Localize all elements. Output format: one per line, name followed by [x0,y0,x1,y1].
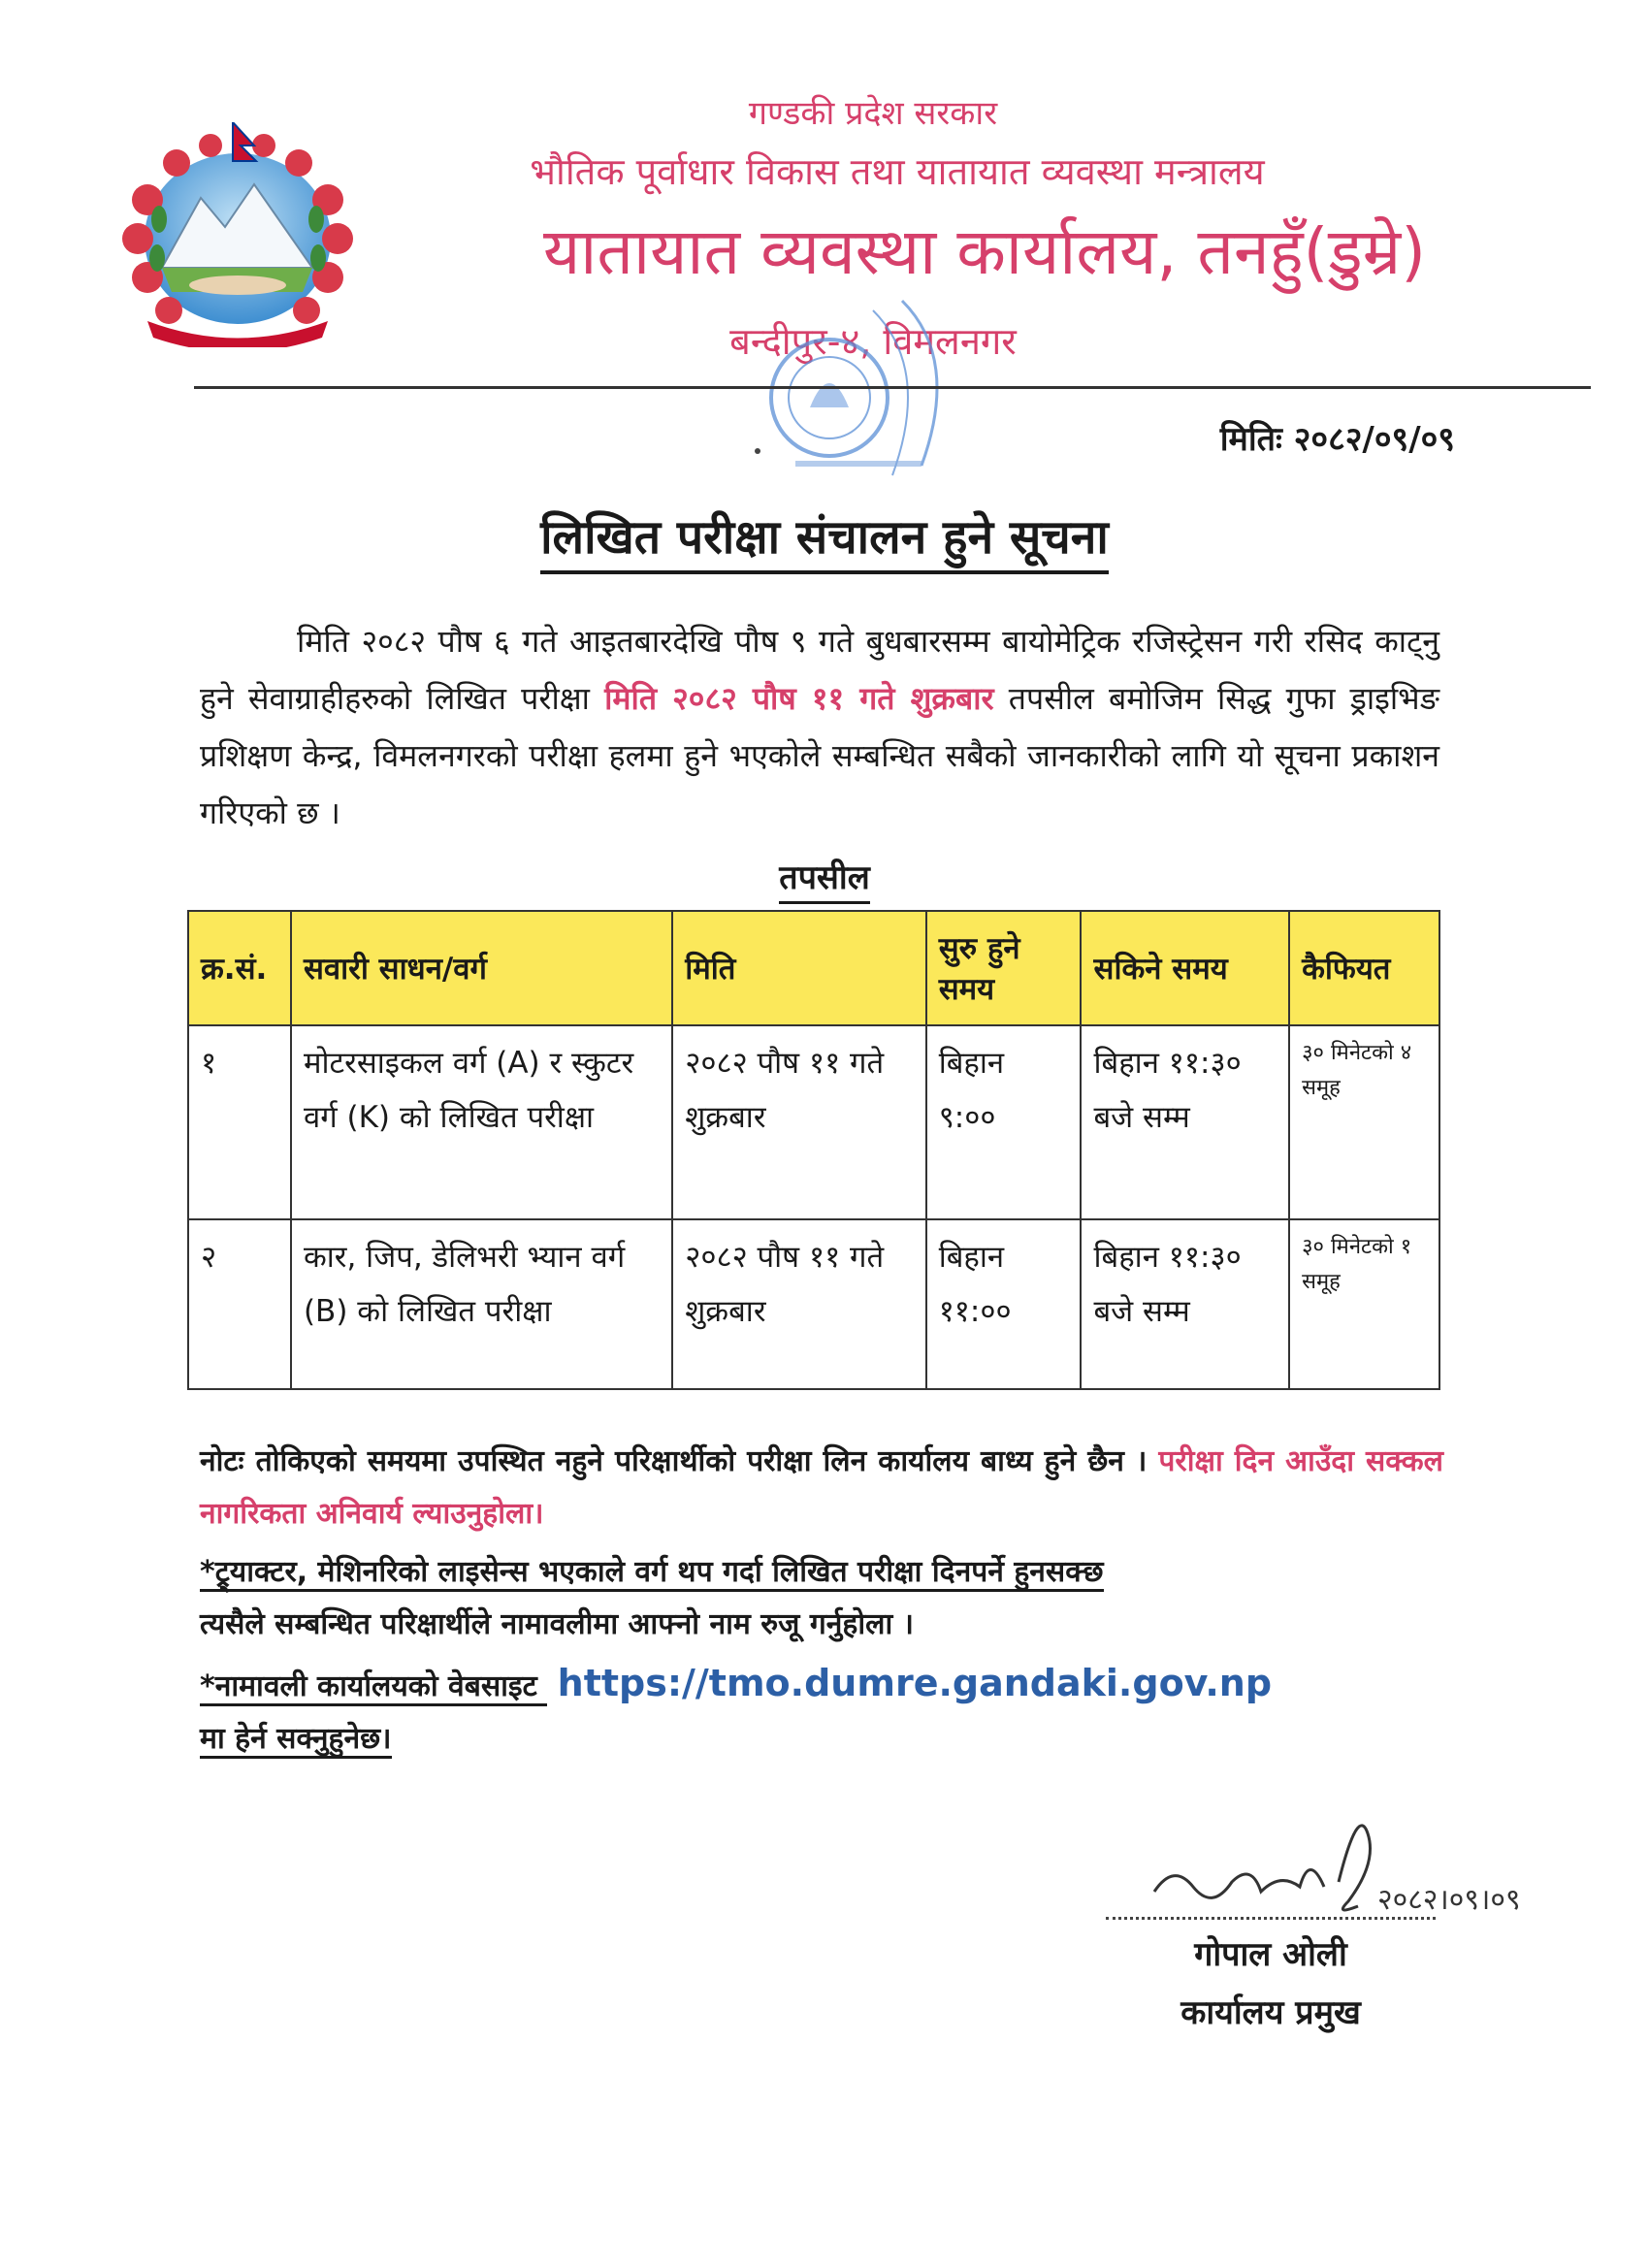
col-remark: कैफियत [1289,911,1439,1025]
col-start: सुरु हुने समय [926,911,1082,1025]
website-link[interactable]: https://tmo.dumre.gandaki.gov.np [557,1662,1273,1704]
table-header-row [188,911,1439,1025]
col-end: सकिने समय [1081,911,1289,1025]
row-vehicle: कार, जिप, डेलिभरी भ्यान वर्ग (B) को लिखित परीक्षा [291,1219,672,1389]
notice-title: लिखित परीक्षा संचालन हुने सूचना [0,504,1649,567]
svg-text:२०८२।०९।०९: २०८२।०९।०९ [1377,1883,1521,1917]
government-name: गण्डकी प्रदेश सरकार [748,94,998,133]
table-row [188,1219,1439,1389]
row-start: बिहान ११:०० [926,1219,1082,1389]
issue-date: मितिः २०८२/०९/०९ [1219,420,1455,459]
note-website: *नामावली कार्यालयको वेबसाइट https://tmo.dumre.gandaki.gov.np मा हेर्न सक्नुहुनेछ। [200,1657,1443,1766]
row-serial: १ [188,1025,291,1219]
scan-speck [755,448,760,454]
row-vehicle: मोटरसाइकल वर्ग (A) र स्कुटर वर्ग (K) को लिखित परीक्षा [291,1025,672,1219]
note-attendance: नोटः तोकिएको समयमा उपस्थित नहुने परिक्षार्थीको परीक्षा लिन कार्यालय बाध्य हुने छैन । परीक्षा दिन आउँदा सक्कल नागरिकता अनिवार्य ल्याउनुहोला। [200,1444,1444,1531]
note-tractor: *ट्र्याक्टर, मेशिनरिको लाइसेन्स भएकाले वर्ग थप गर्दा लिखित परीक्षा दिनपर्ने हुनसक्छ त्यसैले सम्बन्धित परिक्षार्थीले नामावलीमा आफ्नो नाम रुजू गर्नुहोला । [200,1555,1104,1641]
row-end: बिहान ११:३० बजे सम्म [1081,1219,1289,1389]
signatory-role: कार्यालय प्रमुख [1180,1993,1361,2032]
row-remark: ३० मिनेटको १ समूह [1289,1219,1439,1389]
note-citizenship-warning: परीक्षा दिन आउँदा सक्कल नागरिकता अनिवार्य ल्याउनुहोला। [200,1444,1444,1531]
notice-body: मिति २०८२ पौष ६ गते आइतबारदेखि पौष ९ गते बुधबारसम्म बायोमेट्रिक रजिस्ट्रेसन गरी रसिद काट्नु हुने सेवाग्राहीहरुको लिखित परीक्षा मिति २०८२ पौष ११ गते शुक्रबार तपसील बमोजिम सिद्ध गुफा ड्राइभिङ प्रशिक्षण केन्द्र, विमलनगरको परीक्षा हलमा हुने भएकोले सम्बन्धित सबैको जानकारीको लागि यो सूचना प्रकाशन गरिएको छ । [200,623,1440,831]
ministry-name: भौतिक पूर्वाधार विकास तथा यातायात व्यवस्था मन्त्रालय [530,150,1265,193]
row-date: २०८२ पौष ११ गते शुक्रबार [672,1219,925,1389]
col-date: मिति [672,911,925,1025]
signature-line [1106,1917,1436,1920]
exam-schedule-table [187,910,1440,1390]
handwritten-signature [1116,1795,1542,1930]
office-name: यातायात व्यवस्था कार्यालय, तनहुँ(डुम्रे) [543,214,1426,289]
row-end: बिहान ११:३० बजे सम्म [1081,1025,1289,1219]
table-row [188,1025,1439,1219]
office-address: बन्दीपुर-४, विमलनगर [729,320,1017,363]
office-stamp-icon [757,291,980,495]
schedule-caption: तपसील [0,854,1649,898]
row-date: २०८२ पौष ११ गते शुक्रबार [672,1025,925,1219]
header-divider [194,386,1591,389]
notes-section [200,1436,1443,1771]
exam-date-highlight: मिति २०८२ पौष ११ गते शुक्रबार [604,680,994,717]
signatory-name: गोपाल ओली [1194,1935,1347,1974]
row-serial: २ [188,1219,291,1389]
col-vehicle: सवारी साधन/वर्ग [291,911,672,1025]
row-start: बिहान ९:०० [926,1025,1082,1219]
col-serial: क्र.सं. [188,911,291,1025]
row-remark: ३० मिनेटको ४ समूह [1289,1025,1439,1219]
